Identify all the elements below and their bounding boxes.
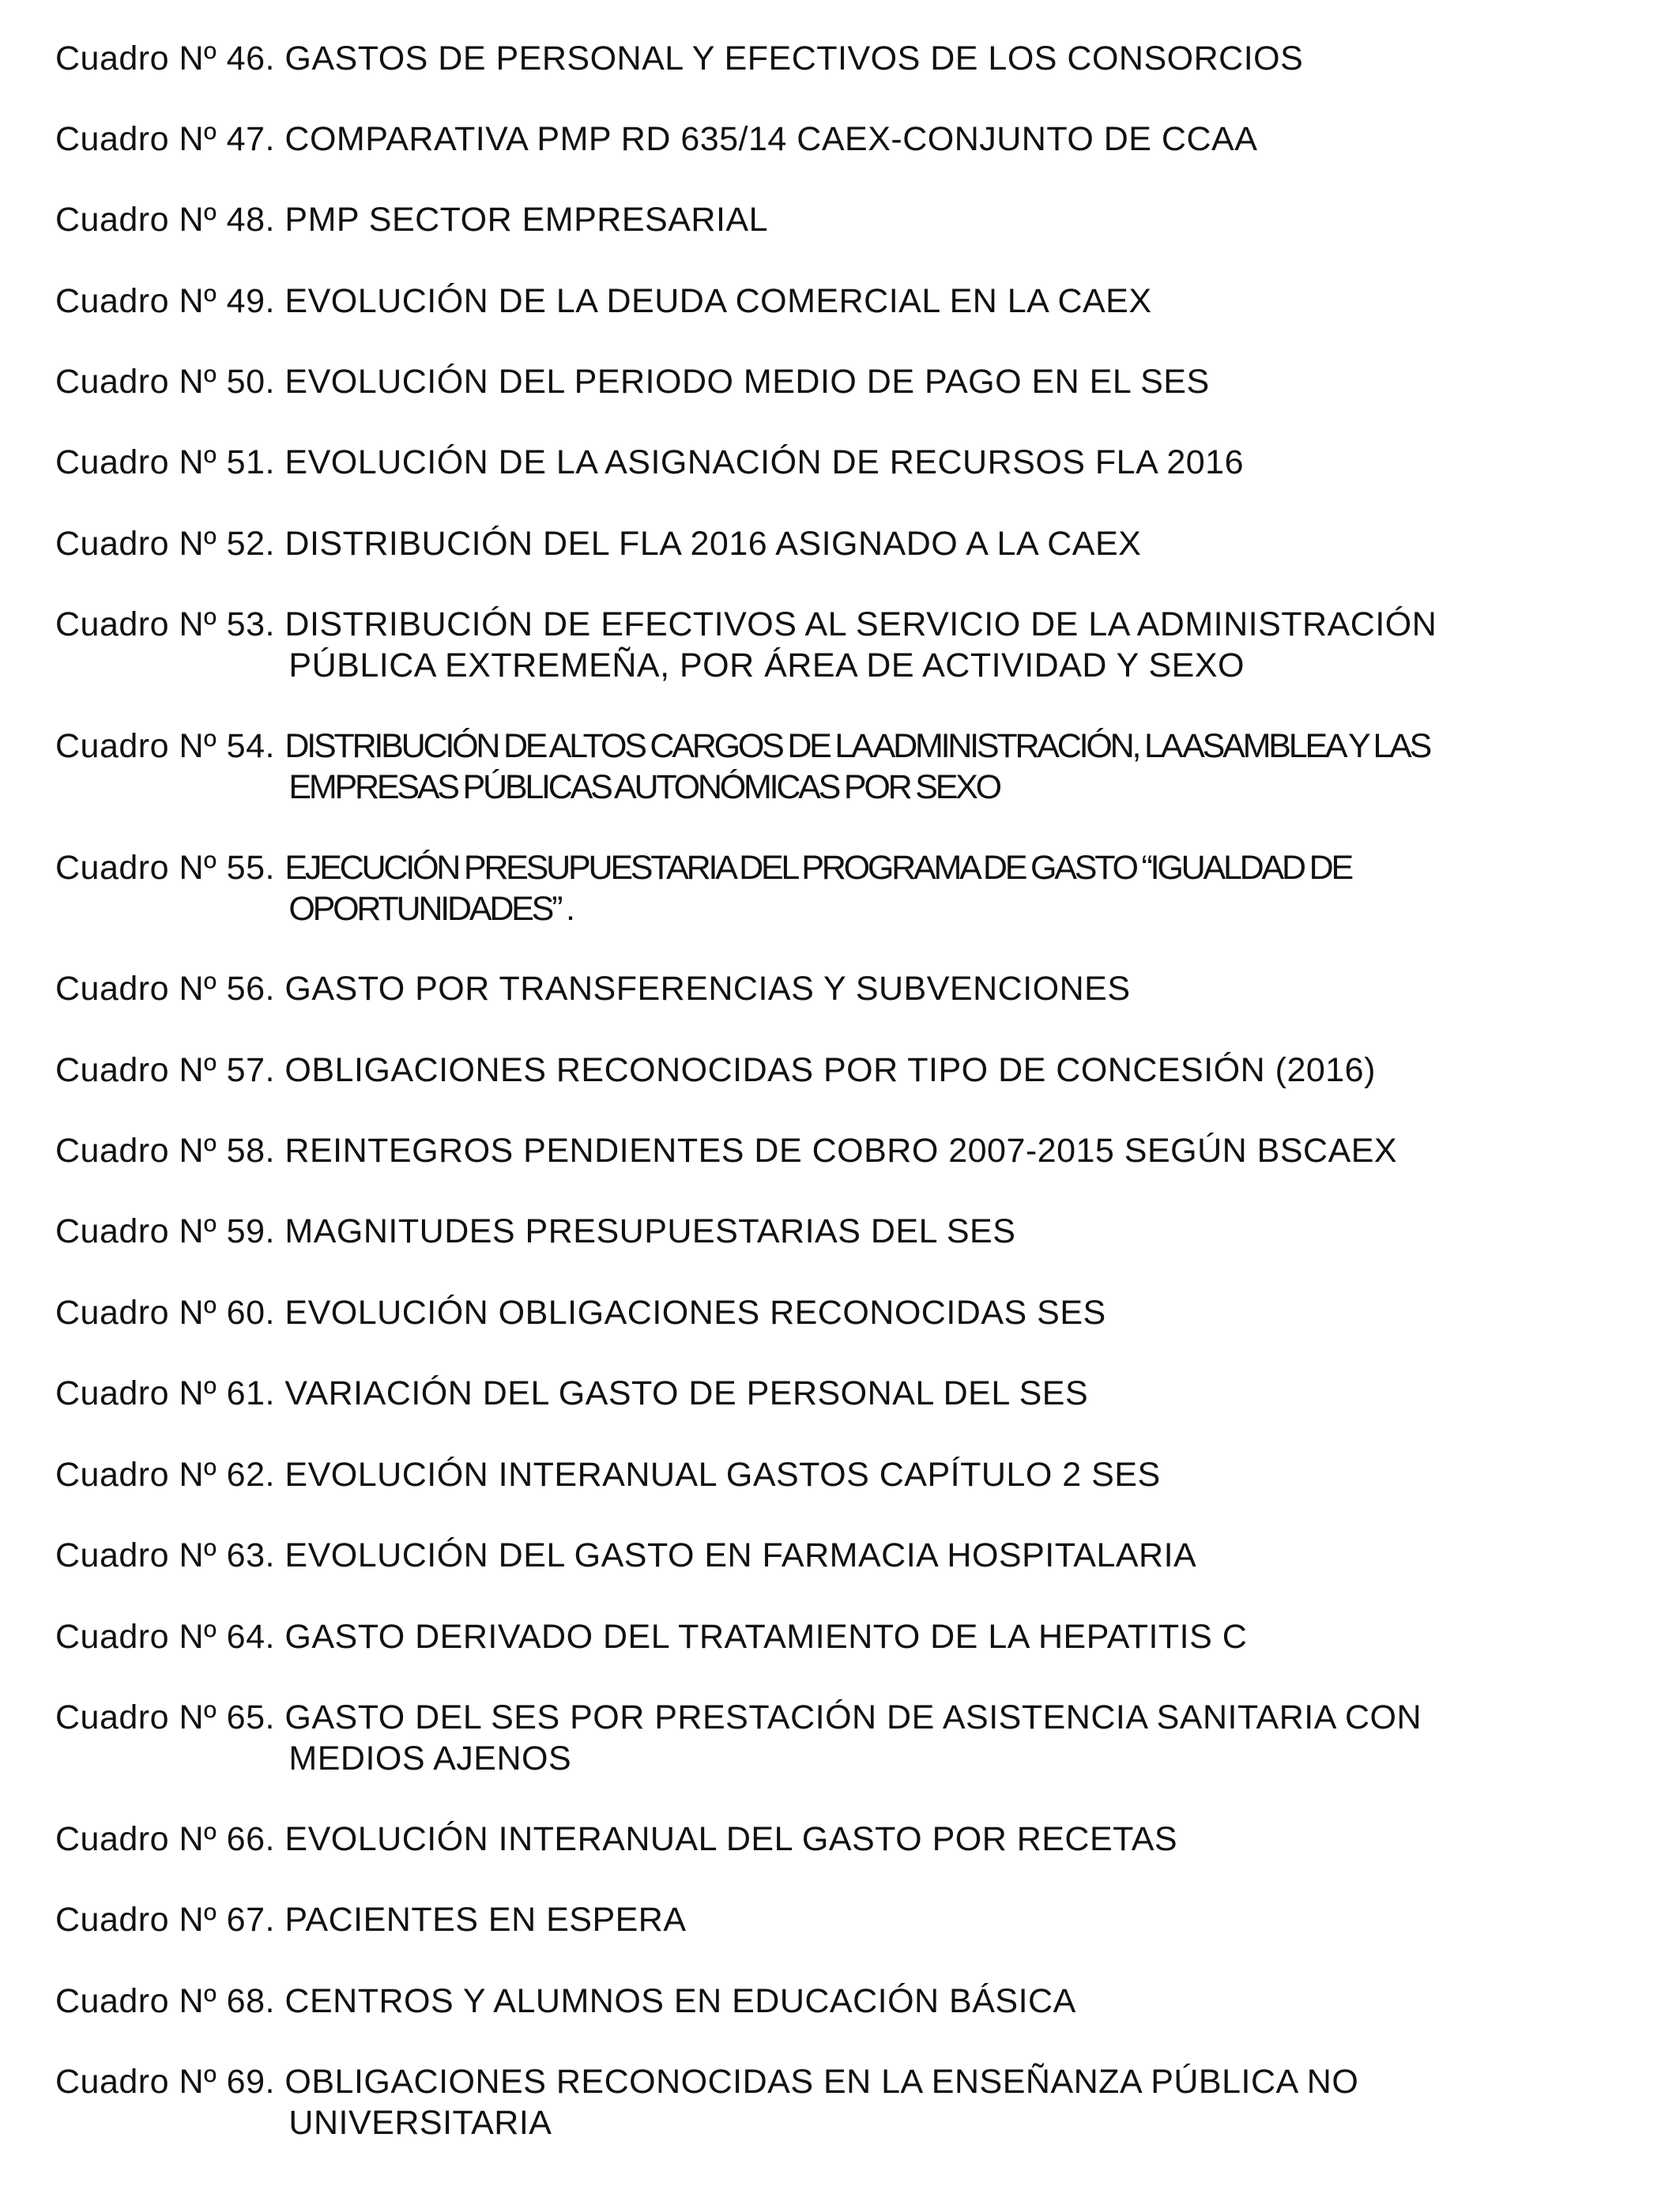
entry-title [284, 281, 1151, 322]
entry-number: Cuadro Nº 64. [55, 1618, 275, 1656]
entry-number: Cuadro Nº 47. [55, 120, 275, 158]
toc-entry-48 [55, 199, 1636, 240]
entry-number: Cuadro Nº 55. [55, 849, 275, 887]
entry-title-line: DISTRIBUCIÓN DEL FLA 2016 ASIGNADO A LA CAEX [284, 525, 1142, 563]
entry-title [284, 1292, 1106, 1333]
entry-title [284, 1535, 1196, 1576]
toc-entry-54 [55, 726, 1636, 808]
entry-number: Cuadro Nº 67. [55, 1901, 275, 1939]
entry-number: Cuadro Nº 58. [55, 1132, 275, 1170]
entry-number: Cuadro Nº 61. [55, 1374, 275, 1412]
toc-entry-69 [55, 2061, 1636, 2143]
entry-title [284, 604, 1437, 686]
entry-title [284, 1211, 1015, 1252]
entry-number: Cuadro Nº 56. [55, 970, 275, 1008]
entry-number: Cuadro Nº 49. [55, 282, 275, 320]
entry-title [284, 361, 1209, 402]
entry-title-line: OBLIGACIONES RECONOCIDAS EN LA ENSEÑANZA PÚBLICA NO [284, 2063, 1359, 2101]
entry-title-line: GASTO POR TRANSFERENCIAS Y SUBVENCIONES [284, 970, 1131, 1008]
entry-title [284, 199, 768, 240]
entry-title-line: GASTOS DE PERSONAL Y EFECTIVOS DE LOS CONSORCIOS [284, 40, 1304, 77]
entry-number: Cuadro Nº 51. [55, 443, 275, 481]
entry-title-line: EVOLUCIÓN INTERANUAL DEL GASTO POR RECETAS [284, 1820, 1178, 1858]
toc-entry-59 [55, 1211, 1636, 1252]
entry-title-line: UNIVERSITARIA [288, 2104, 552, 2142]
toc-entry-47 [55, 119, 1636, 160]
entry-number: Cuadro Nº 59. [55, 1212, 275, 1250]
entry-number: Cuadro Nº 69. [55, 2063, 275, 2101]
entry-title-line: EVOLUCIÓN DEL PERIODO MEDIO DE PAGO EN EL SES [284, 363, 1210, 401]
entry-number: Cuadro Nº 65. [55, 1698, 275, 1736]
entry-number: Cuadro Nº 66. [55, 1820, 275, 1858]
toc-entry-49 [55, 281, 1636, 322]
entry-title-line: DISTRIBUCIÓN DE ALTOS CARGOS DE LA ADMINISTRACIÓN, LA ASAMBLEA Y LAS [284, 727, 1430, 765]
entry-title [284, 1616, 1247, 1657]
entry-title-line: EVOLUCIÓN OBLIGACIONES RECONOCIDAS SES [284, 1294, 1106, 1332]
entry-title [284, 2061, 1358, 2143]
entry-number: Cuadro Nº 57. [55, 1051, 275, 1089]
entry-title [284, 968, 1130, 1009]
entry-title-line: OBLIGACIONES RECONOCIDAS POR TIPO DE CONCESIÓN (2016) [284, 1051, 1376, 1089]
entry-number: Cuadro Nº 48. [55, 201, 275, 239]
entry-title-line: OPORTUNIDADES” . [288, 890, 573, 928]
entry-title-line: COMPARATIVA PMP RD 635/14 CAEX-CONJUNTO DE CCAA [284, 120, 1258, 158]
entry-title-line: GASTO DERIVADO DEL TRATAMIENTO DE LA HEPATITIS C [284, 1618, 1248, 1656]
entry-title [284, 1050, 1376, 1091]
entry-title-line: VARIACIÓN DEL GASTO DE PERSONAL DEL SES [284, 1374, 1089, 1412]
entry-title [284, 1981, 1075, 2022]
entry-title-line: EVOLUCIÓN DE LA DEUDA COMERCIAL EN LA CAEX [284, 282, 1152, 320]
entry-title-line: EVOLUCIÓN DE LA ASIGNACIÓN DE RECURSOS FLA 2016 [284, 443, 1244, 481]
entry-title-line: EVOLUCIÓN INTERANUAL GASTOS CAPÍTULO 2 SES [284, 1456, 1161, 1494]
toc-entry-56 [55, 968, 1636, 1009]
entry-title [284, 1454, 1160, 1495]
entry-number: Cuadro Nº 46. [55, 40, 275, 77]
toc-entry-64 [55, 1616, 1636, 1657]
toc-entry-67 [55, 1899, 1636, 1940]
entry-title [284, 38, 1303, 79]
entry-title [284, 442, 1244, 483]
toc-entry-62 [55, 1454, 1636, 1495]
entry-number: Cuadro Nº 54. [55, 727, 275, 765]
toc-entry-60 [55, 1292, 1636, 1333]
entry-number: Cuadro Nº 52. [55, 525, 275, 563]
toc-entry-63 [55, 1535, 1636, 1576]
toc-entry-51 [55, 442, 1636, 483]
entry-title [284, 1899, 686, 1940]
entry-number: Cuadro Nº 68. [55, 1982, 275, 2020]
entry-number: Cuadro Nº 62. [55, 1456, 275, 1494]
entry-title-line: EJECUCIÓN PRESUPUESTARIA DEL PROGRAMA DE GASTO “IGUALDAD DE [284, 849, 1351, 887]
toc-entry-65 [55, 1697, 1636, 1779]
entry-title [284, 1819, 1177, 1860]
toc-entry-58 [55, 1130, 1636, 1171]
entry-title-line: PMP SECTOR EMPRESARIAL [284, 201, 768, 239]
entry-title [284, 1373, 1088, 1414]
entry-title-line: EVOLUCIÓN DEL GASTO EN FARMACIA HOSPITALARIA [284, 1536, 1197, 1574]
toc-entry-66 [55, 1819, 1636, 1860]
entry-number: Cuadro Nº 53. [55, 605, 275, 643]
entry-title-line: REINTEGROS PENDIENTES DE COBRO 2007-2015 SEGÚN BSCAEX [284, 1132, 1398, 1170]
entry-title-line: EMPRESAS PÚBLICAS AUTONÓMICAS POR SEXO [288, 768, 1000, 806]
entry-number: Cuadro Nº 63. [55, 1536, 275, 1574]
entry-title [284, 119, 1257, 160]
entry-title-line: PACIENTES EN ESPERA [284, 1901, 687, 1939]
entry-title [284, 523, 1141, 564]
entry-title-line: DISTRIBUCIÓN DE EFECTIVOS AL SERVICIO DE LA ADMINISTRACIÓN [284, 605, 1437, 643]
entry-title-line: CENTROS Y ALUMNOS EN EDUCACIÓN BÁSICA [284, 1982, 1076, 2020]
toc-entry-50 [55, 361, 1636, 402]
entry-number: Cuadro Nº 50. [55, 363, 275, 401]
entry-number: Cuadro Nº 60. [55, 1294, 275, 1332]
entry-title-line: MAGNITUDES PRESUPUESTARIAS DEL SES [284, 1212, 1016, 1250]
toc-entry-55 [55, 847, 1636, 929]
entry-title-line: GASTO DEL SES POR PRESTACIÓN DE ASISTENCIA SANITARIA CON [284, 1698, 1422, 1736]
entry-title [284, 1130, 1397, 1171]
entry-title-line: PÚBLICA EXTREMEÑA, POR ÁREA DE ACTIVIDAD Y SEXO [288, 647, 1245, 684]
toc-entry-53 [55, 604, 1636, 686]
toc-entry-57 [55, 1050, 1636, 1091]
toc-entry-61 [55, 1373, 1636, 1414]
toc-entry-52 [55, 523, 1636, 564]
entry-title-line: MEDIOS AJENOS [288, 1740, 572, 1777]
entry-title [284, 726, 1430, 808]
entry-title [284, 847, 1351, 929]
toc-entry-68 [55, 1981, 1636, 2022]
toc-entry-46 [55, 38, 1636, 79]
entry-title [284, 1697, 1422, 1779]
